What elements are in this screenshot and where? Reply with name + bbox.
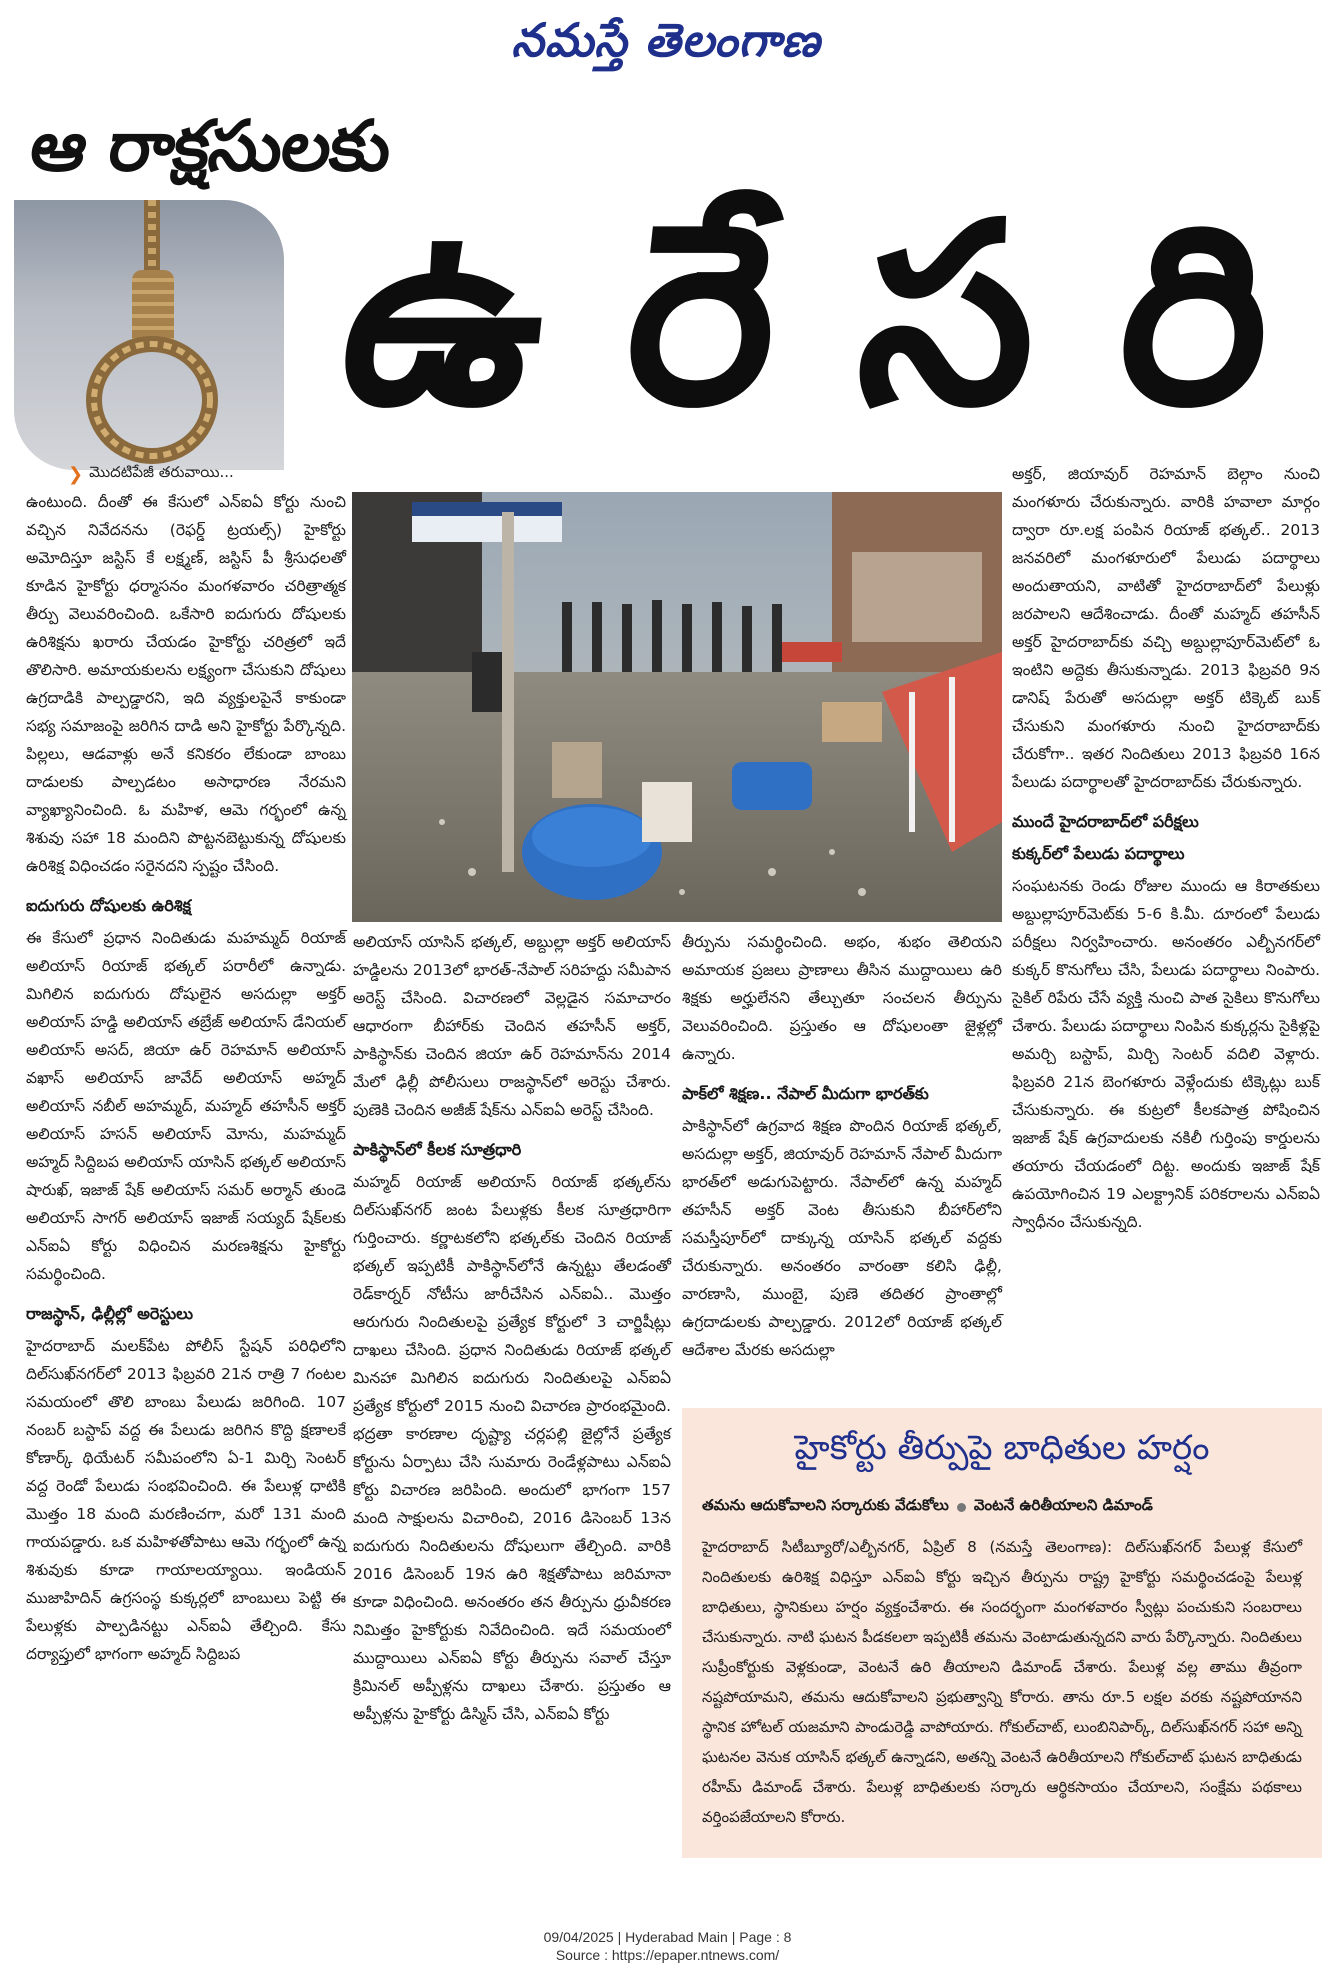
noose-image bbox=[14, 200, 284, 470]
subheading: కుక్కర్‌లో పేలుడు పదార్థాలు bbox=[1012, 844, 1185, 863]
paragraph: అలియాస్ యాసిన్ భత్కల్, అబ్దుల్లా అక్తర్ అలియాస్ హడ్డిలను 2013లో భారత్-నేపాల్ సరిహద్దు సమీపాన అరెస్ట్ చేసింది. విచారణలో వెల్లడైన సమాచారం ఆధారంగా బీహార్‌కు చెందిన తహసీన్ అక్తర్, పాకిస్థాన్‌కు చెందిన జియా ఉర్ రెహమాన్‌ను 2014 మేలో ఢిల్లీ పోలీసులు రాజస్థాన్‌లో అరెస్టు చేశారు. పుణెకి చెందిన అజీజ్ షేక్‌ను ఎన్ఐఏ అరెస్ట్ చేసింది. bbox=[353, 933, 671, 1119]
chevron-right-icon: ❯ bbox=[68, 463, 84, 485]
headline-part-3: స bbox=[847, 169, 1048, 460]
headline-part-1: ఉ bbox=[330, 169, 555, 460]
subheading: ముందే హైదరాబాద్‌లో పరీక్షలు bbox=[1012, 812, 1199, 831]
article-column-3 bbox=[682, 928, 1002, 1364]
paragraph: మహ్మద్ రియాజ్ అలియాస్ రియాజ్ భత్కల్‌ను దిల్‌సుఖ్‌నగర్ జంట పేలుళ్లకు కీలక సూత్రధారిగా గుర్తించారు. కర్ణాటకలోని భత్కల్‌కు చెందిన రియాజ్ భత్కల్ ఇప్పటికీ పాకిస్థాన్‌లోనే ఉన్నట్టు తేలడంతో రెడ్‌కార్నర్ నోటీసు జారీచేసిన ఎన్ఐఏ.. మొత్తం ఆరుగురు నిందితులపై ప్రత్యేక కోర్టులో 3 చార్జిషీట్లు దాఖలు చేసింది. ప్రధాన నిందితుడు రియాజ్ భత్కల్ మినహా మిగిలిన ఐదుగురు నిందితులపై ఎన్ఐఏ ప్రత్యేక కోర్టులో 2015 నుంచి విచారణ ప్రారంభమైంది. భద్రతా కారణాల దృష్ట్యా చర్లపల్లి జైల్లోనే ప్రత్యేక కోర్టును ఏర్పాటు చేసి సుమారు రెండేళ్లపాటు ఎన్ఐఏ కోర్టు విచారణ జరిపింది. అందులో భాగంగా 157 మంది సాక్షులను విచారించి, 2016 డిసెంబర్ 13న ఐదుగురు నిందితులను దోషులుగా తేల్చింది. వారికి 2016 డిసెంబర్ 19న ఉరి శిక్షతోపాటు జరిమానా కూడా విధించింది. అనంతరం తన తీర్పును ధ్రువీకరణ నిమిత్తం హైకోర్టుకు నివేదించింది. ఇదే సమయంలో ముద్దాయిలు ఎన్ఐఏ కోర్టు తీర్పును సవాల్ చేస్తూ క్రిమినల్ అప్పీళ్లను దాఖలు చేశారు. ప్రస్తుతం ఆ అప్పీళ్లను హైకోర్టు డిస్మిస్ చేసి, ఎన్ఐఏ కోర్టు bbox=[353, 1173, 671, 1723]
blast-site-photo bbox=[352, 492, 1002, 922]
bullet-icon bbox=[957, 1503, 966, 1512]
subheading: రాజస్థాన్, ఢిల్లీల్లో అరెస్టులు bbox=[26, 1304, 194, 1323]
masthead-title: నమస్తే తెలంగాణ bbox=[511, 13, 821, 67]
paragraph: అక్తర్, జియావుర్ రెహమాన్ బెల్గాం నుంచి మంగళూరు చేరుకున్నారు. వారికి హవాలా మార్గం ద్వారా రూ.లక్ష పంపిన రియాజ్ భత్కల్.. 2013 జనవరిలో మంగళూరులో పేలుడు పదార్థాలు అందుతాయని, వాటితో హైదరాబాద్‌లో పేలుళ్లు జరపాలని ఆదేశించాడు. దీంతో మహ్మద్ తహసీన్ అక్తర్ హైదరాబాద్‌కు వచ్చి అబ్దుల్లాపూర్‌మెట్‌లో ఓ ఇంటిని అద్దెకు తీసుకున్నాడు. 2013 ఫిబ్రవరి 9న డానిష్ పేరుతో అసదుల్లా అక్తర్ టిక్కెట్ బుక్ చేసుకుని మంగళూరు నుంచి హైదరాబాద్‌కు చేరుకోగా.. ఇతర నిందితులు 2013 ఫిబ్రవరి 16న పేలుడు పదార్థాలతో హైదరాబాద్‌కు చేరుకున్నారు. bbox=[1012, 465, 1320, 791]
paragraph: ఉంటుంది. దీంతో ఈ కేసులో ఎన్ఐఏ కోర్టు నుంచి వచ్చిన నివేదనను (రెఫర్డ్ ట్రయల్స్) హైకోర్టు అమోదిస్తూ జస్టిస్ కే లక్ష్మణ్, జస్టిస్ పీ శ్రీసుధలతో కూడిన హైకోర్టు ధర్మాసనం మంగళవారం చరిత్రాత్మక తీర్పు వెలువరించింది. ఒకేసారి ఐదుగురు దోషులకు ఉరిశిక్షను ఖరారు చేయడం హైకోర్టు చరిత్రలో ఇదే తొలిసారి. అమాయకులను లక్ష్యంగా చేసుకుని దోషులు ఉగ్రదాడికి పాల్పడ్డారని, ఇది వ్యక్తులపైనే కాకుండా సభ్య సమాజంపై జరిగిన దాడి అని హైకోర్టు పేర్కొన్నది. పిల్లలు, ఆడవాళ్లు అనే కనికరం లేకుండా బాంబు దాడులకు పాల్పడటం అసాధారణ నేరమని వ్యాఖ్యానించింది. ఓ మహిళ, ఆమె గర్భంలో ఉన్న శిశువు సహా 18 మందిని పొట్టనబెట్టుకున్న దోషులకు ఉరిశిక్ష విధించడం సరైనదని స్పష్టం చేసింది. bbox=[26, 493, 346, 875]
continued-label: మొదటిపేజీ తరువాయి... bbox=[89, 463, 234, 481]
sidebar-story-deck bbox=[702, 1496, 1302, 1518]
paragraph: హైదరాబాద్ మలక్‌పేట పోలీస్ స్టేషన్ పరిధిలోని దిల్‌సుఖ్‌నగర్‌లో 2013 ఫిబ్రవరి 21న రాత్రి 7 గంటల సమయంలో తొలి బాంబు పేలుడు జరిగింది. 107 నంబర్ బస్టాప్ వద్ద ఈ పేలుడు జరిగిన కొద్ది క్షణాలకే కోణార్క్ థియేటర్ సమీపంలోని ఏ-1 మిర్చి సెంటర్ వద్ద రెండో పేలుడు సంభవించింది. ఈ పేలుళ్ల ధాటికి మొత్తం 18 మంది మరణించగా, మరో 131 మంది గాయపడ్డారు. ఒక మహిళతోపాటు ఆమె గర్భంలో ఉన్న శిశువుకు కూడా గాయాలయ్యాయి. ఇండియన్ ముజాహిదిన్ ఉగ్రసంస్థ కుక్కర్లలో బాంబులు పెట్టి ఈ పేలుళ్లకు పాల్పడినట్టు ఎన్ఐఏ తేల్చింది. కేసు దర్యాప్తులో భాగంగా అహ్మద్ సిద్దిబప bbox=[26, 1337, 346, 1663]
sidebar-story-title: హైకోర్టు తీర్పుపై బాధితుల హర్షం bbox=[794, 1428, 1210, 1468]
subheading: ఐదుగురు దోషులకు ఉరిశిక్ష bbox=[26, 896, 191, 915]
paragraph: తీర్పును సమర్థించింది. అభం, శుభం తెలియని అమాయక ప్రజలు ప్రాణాలు తీసిన ముద్దాయిలు ఉరి శిక్షకు అర్హులేనని తేల్చుతూ సంచలన తీర్పును వెలువరించింది. ప్రస్తుతం ఆ దోషులంతా జైళ్లల్లో ఉన్నారు. bbox=[682, 933, 1002, 1063]
footer-date-edition: 09/04/2025 | Hyderabad Main | Page : 8 bbox=[543, 1929, 792, 1945]
page-footer bbox=[0, 1928, 1335, 1964]
paragraph: ఈ కేసులో ప్రధాన నిందితుడు మహమ్మద్ రియాజ్ అలియాస్ రియాజ్ భత్కల్ పరారీలో ఉన్నాడు. మిగిలిన ఐదుగురు దోషులైన అసదుల్లా అక్తర్ అలియాస్ హడ్డి అలియాస్ తబ్రేజ్ అలియాస్ డేనియల్ అలియాస్ అసద్, జియా ఉర్ రెహమాన్ అలియాస్ వఖాస్ అలియాస్ జావేద్ అలియాస్ అహ్మద్ అలియాస్ నబీల్ అహమ్మద్, మహ్మద్ తహసీన్ అక్తర్ అలియాస్ హసన్ అలియాస్ మోను, మహమ్మద్ అహ్మద్ సిద్దిబప అలియాస్ యాసిన్ భత్కల్ అలియాస్ షారుఖ్, ఇజాజ్ షేక్ అలియాస్ సమర్ అర్మాన్ తుండె అలియాస్ సాగర్ అలియాస్ ఇజాజ్ సయ్యద్ షేక్‌లకు ఎన్ఐఏ కోర్టు విధించిన మరణశిక్షను హైకోర్టు సమర్థించింది. bbox=[26, 929, 346, 1283]
noose-icon bbox=[14, 200, 284, 470]
headline-kicker-text: ఆ రాక్షసులకు bbox=[25, 104, 397, 187]
paragraph: పాకిస్థాన్‌లో ఉగ్రవాద శిక్షణ పొందిన రియాజ్ భత్కల్, అసదుల్లా అక్తర్, జియావుర్ రెహమాన్ నేపాల్ మీదుగా భారత్‌లో అడుగుపెట్టారు. నేపాల్‌లో ఉన్న మహ్మద్ తహసీన్ అక్తర్ వెంట తీసుకుని బీహార్‌లోని సమస్తీపూర్‌లో దాక్కున్న యాసిన్ భత్కల్ వద్దకు చేరుకున్నారు. అనంతరం వారంతా కలిసి ఢిల్లీ, వారణాసి, ముంబై, పుణె తదితర ప్రాంతాల్లో ఉగ్రదాడులకు పాల్పడ్డారు. 2012లో రియాజ్ భత్కల్ ఆదేశాల మేరకు అసదుల్లా bbox=[682, 1117, 1002, 1359]
footer-source: Source : https://epaper.ntnews.com/ bbox=[555, 1947, 780, 1963]
paragraph: సంఘటనకు రెండు రోజుల ముందు ఆ కిరాతకులు అబ్దుల్లాపూర్‌మెట్‌కు 5-6 కి.మీ. దూరంలో పేలుడు పరీక్షలు నిర్వహించారు. అనంతరం ఎల్బీనగర్‌లో కుక్కర్ కొనుగోలు చేసి, పేలుడు పదార్థాలు నింపారు. సైకిల్ రిపేరు చేసే వ్యక్తి నుంచి పాత సైకిలు కొనుగోలు చేశారు. పేలుడు పదార్థాలు నింపిన కుక్కర్లను సైకిళ్లపై అమర్చి బస్టాప్, మిర్చి సెంటర్ వదిలి వెళ్లారు. ఫిబ్రవరి 21న బెంగళూరు వెళ్లేందుకు టిక్కెట్లు బుక్ చేసుకున్నారు. ఈ కుట్రలో కీలకపాత్ర పోషించిన ఇజాజ్ షేక్ ఉగ్రవాదులకు నకిలీ గుర్తింపు కార్డులను తయారు చేయడంలో దిట్ట. అందుకు ఇజాజ్ షేక్ ఉపయోగించిన 19 ఎలక్ట్రానిక్ పరికరాలను ఎన్ఐఏ స్వాధీనం చేసుకున్నది. bbox=[1012, 877, 1320, 1231]
deck-right: వెంటనే ఉరితీయాలని డిమాండ్ bbox=[973, 1496, 1153, 1514]
blast-site-image bbox=[352, 492, 1002, 922]
continued-from-front bbox=[68, 464, 234, 484]
headline-part-4: రి bbox=[1107, 169, 1281, 460]
article-column-4 bbox=[1012, 460, 1320, 1236]
article-column-1 bbox=[26, 488, 346, 1668]
headline-part-2: రే bbox=[614, 169, 788, 460]
sidebar-story-body: హైదరాబాద్ సిటీబ్యూరో/ఎల్బీనగర్, ఏప్రిల్ 8 (నమస్తే తెలంగాణ): దిల్‌సుఖ్‌నగర్ పేలుళ్ల కేసులో నిందితులకు ఉరిశిక్ష విధిస్తూ ఎన్ఐఏ కోర్టు ఇచ్చిన తీర్పును రాష్ట్ర హైకోర్టు సమర్థించడంపై పేలుళ్ల బాధితులు, స్థానికులు హర్షం వ్యక్తంచేశారు. ఈ సందర్భంగా మంగళవారం స్వీట్లు పంచుకుని సంబరాలు చేసుకున్నారు. నాటి ఘటన పీడకలలా ఇప్పటికీ తమను వెంటాడుతున్నదని వారు పేర్కొన్నారు. నిందితులు సుప్రీంకోర్టుకు వెళ్లకుండా, వెంటనే ఉరి తీయాలని డిమాండ్ చేశారు. పేలుళ్ల వల్ల తాము తీవ్రంగా నష్టపోయామని, తమను ఆదుకోవాలని ప్రభుత్వాన్ని కోరారు. తాను రూ.5 లక్షల వరకు నష్టపోయానని స్థానిక హోటల్ యజమాని పాండురెడ్డి వాపోయారు. గోకుల్‌చాట్, లుంబినిపార్క్, దిల్‌సుఖ్‌నగర్ సహా అన్ని ఘటనల వెనుక యాసిన్ భత్కల్ ఉన్నాడని, అతన్ని వెంటనే ఉరితీయాలని గోకుల్‌చాట్ ఘటన బాధితుడు రహీమ్ డిమాండ్ చేశారు. పేలుళ్ల బాధితులకు సర్కారు ఆర్థికసాయం చేయాలని, సంక్షేమ పథకాలు వర్తింపజేయాలని కోరారు. bbox=[702, 1538, 1302, 1826]
headline-main bbox=[300, 170, 1310, 460]
deck-left: తమను ఆదుకోవాలని సర్కారుకు వేడుకోలు bbox=[702, 1496, 949, 1514]
article-column-2 bbox=[353, 928, 671, 1728]
subheading: పాకిస్థాన్‌లో కీలక సూత్రధారి bbox=[353, 1140, 522, 1159]
subheading: పాక్‌లో శిక్షణ.. నేపాల్ మీదుగా భారత్‌కు bbox=[682, 1084, 929, 1103]
sidebar-story-box bbox=[682, 1408, 1322, 1858]
